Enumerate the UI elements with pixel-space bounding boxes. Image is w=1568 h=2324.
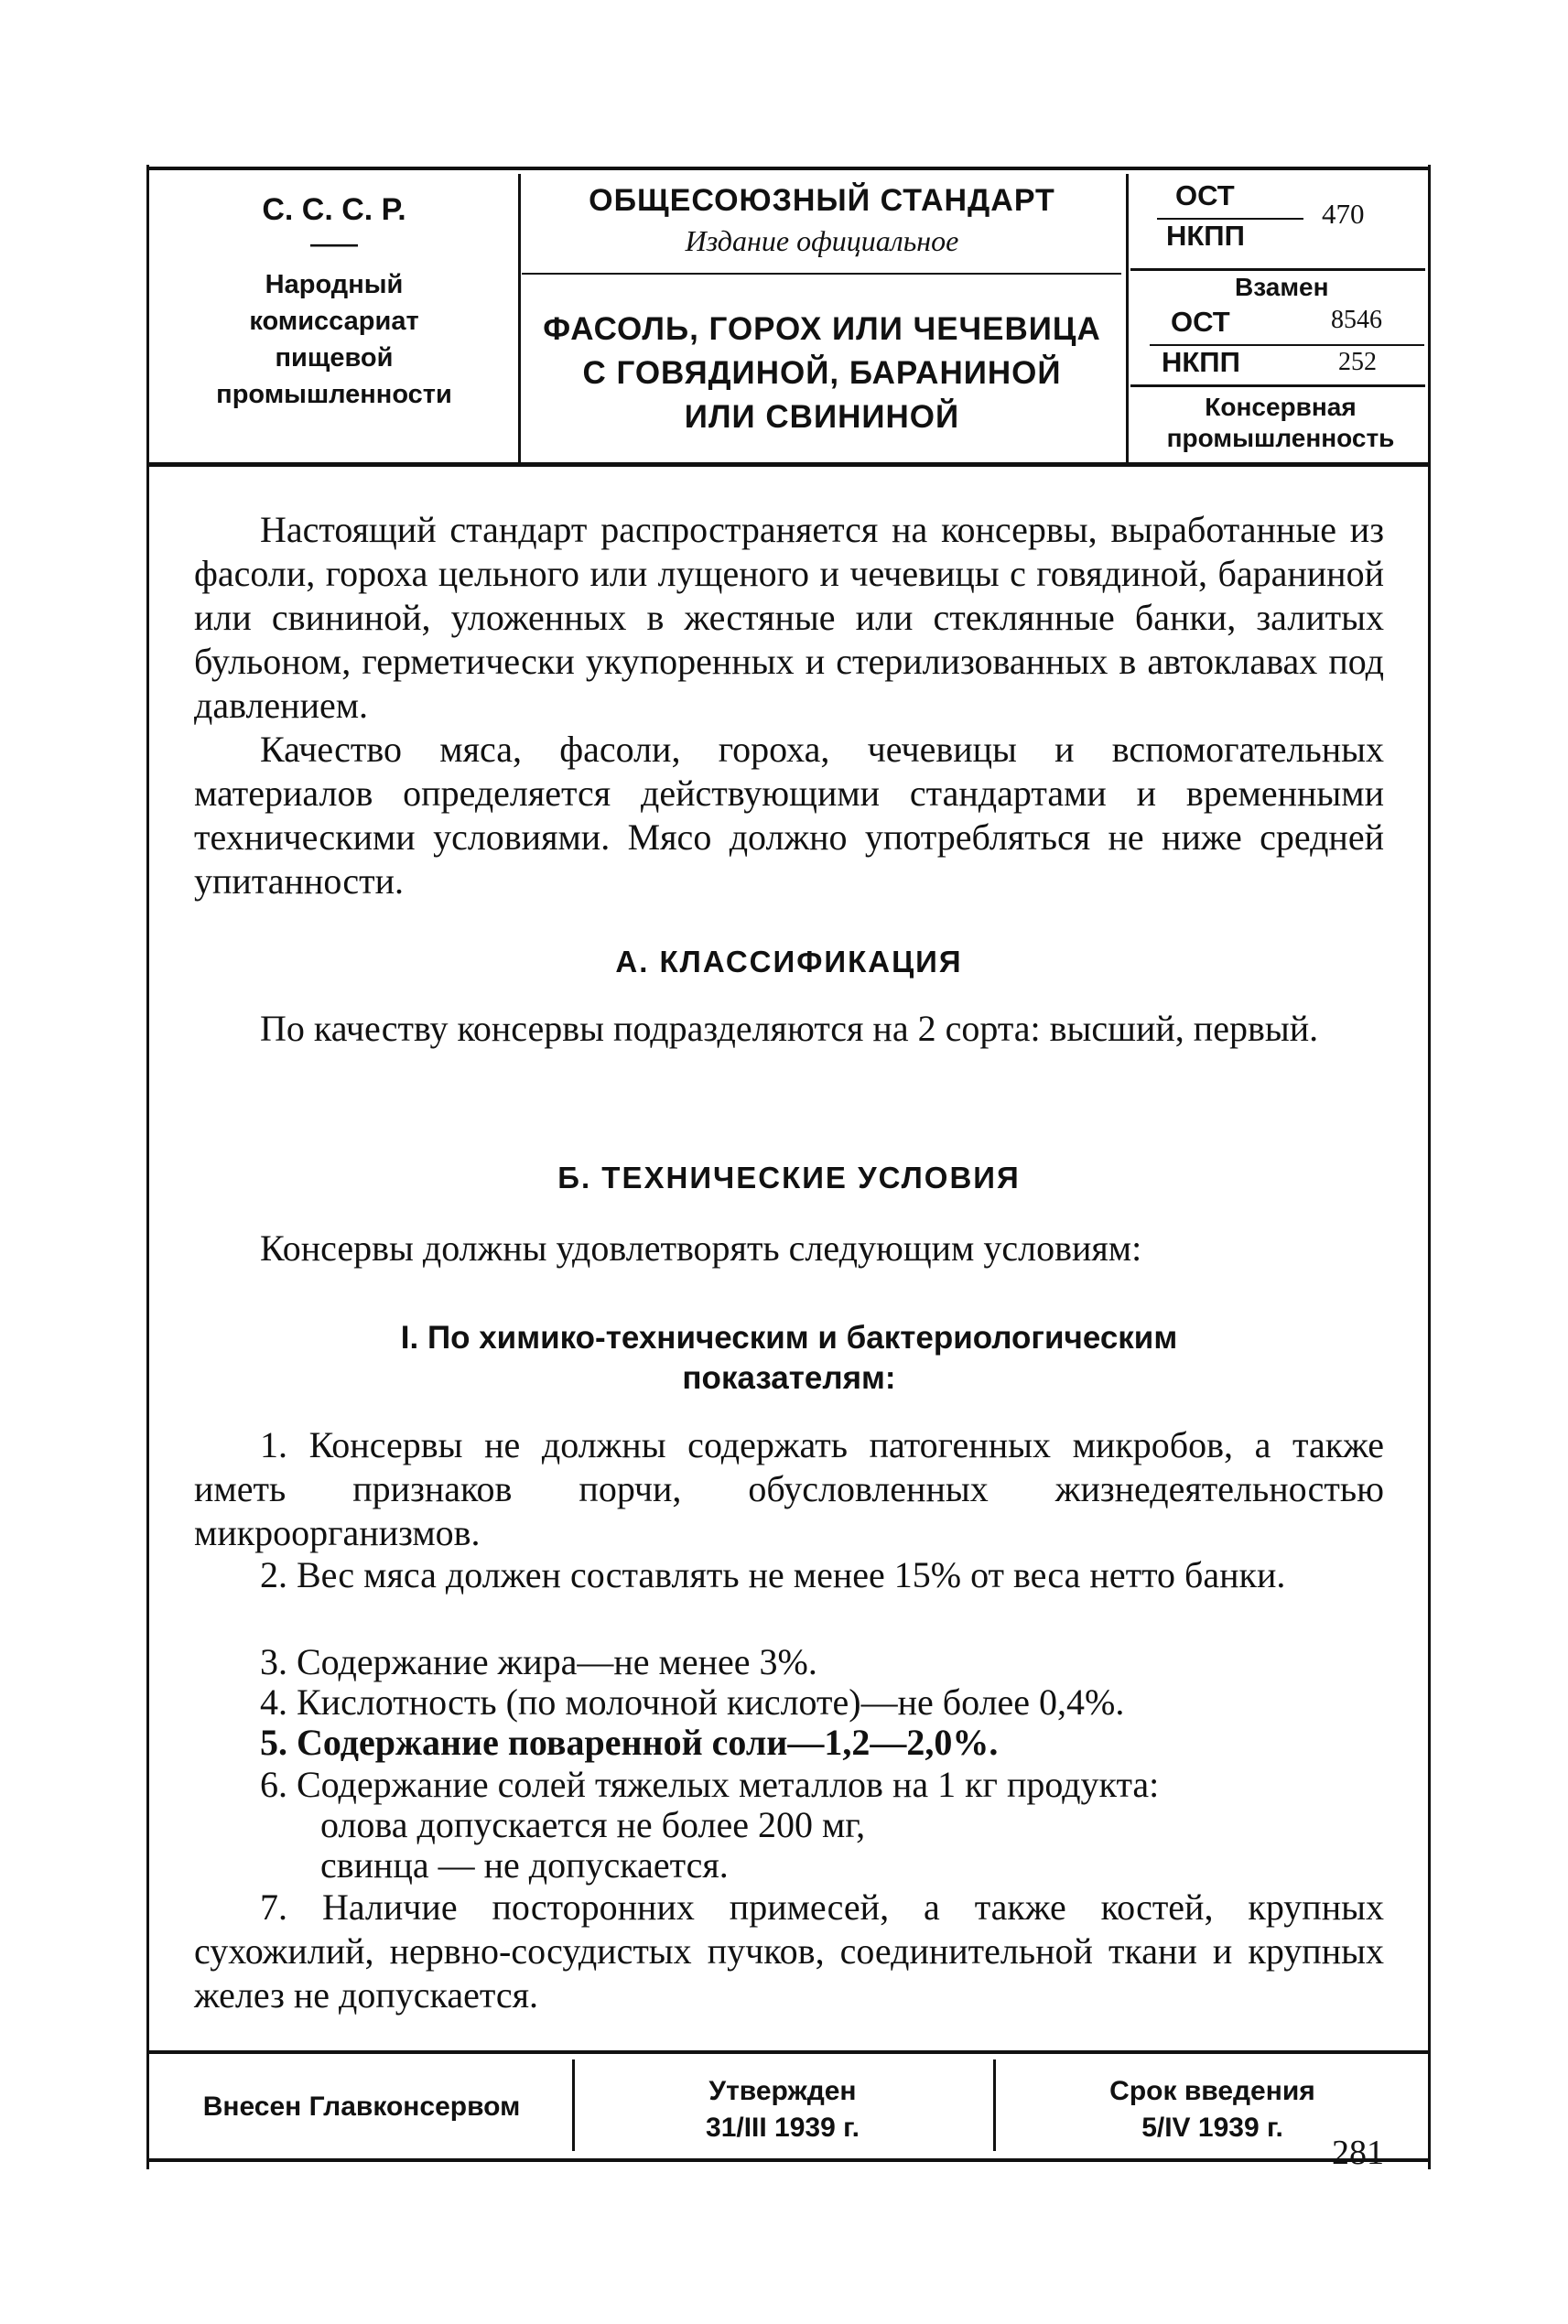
- intro-paragraph-2: Качество мяса, фасоли, гороха, чечевицы и вспомогательных материалов определяется действующими стандартами и временными техническими условиями. Мясо должно употребляться не ниже средней упитанности.: [194, 729, 1384, 902]
- title-line-1: ФАСОЛЬ, ГОРОХ ИЛИ ЧЕЧЕВИЦА: [543, 311, 1101, 347]
- nkpp-old: НКПП: [1162, 346, 1240, 378]
- item-6-line-3: свинца — не допускается.: [320, 1844, 729, 1886]
- ost-top: ОСТ: [1175, 179, 1235, 211]
- edition-label: Издание официальное: [685, 224, 959, 257]
- industry-label: Консервная промышленность: [1166, 393, 1395, 452]
- ost-old: ОСТ: [1171, 306, 1230, 338]
- title-line-2: С ГОВЯДИНОЙ, БАРАНИНОЙ: [582, 355, 1062, 391]
- approved-label: Утвержден: [708, 2076, 857, 2106]
- item-6-line-1: 6. Содержание солей тяжелых металлов на 1 кг продукта:: [260, 1764, 1160, 1805]
- item-6-line-2: олова допускается не более 200 мг,: [320, 1804, 866, 1845]
- org-line-3: пищевой: [275, 343, 394, 373]
- old-number-top: 8546: [1331, 306, 1382, 334]
- effective-date: 5/IV 1939 г.: [1141, 2113, 1283, 2143]
- section-a-heading: А. КЛАССИФИКАЦИЯ: [615, 945, 963, 978]
- title-line-3: ИЛИ СВИНИНОЙ: [684, 399, 960, 435]
- footer-bottom-rule: [146, 2158, 1431, 2162]
- standard-title: [520, 308, 1124, 439]
- header-middle-separator: [522, 273, 1121, 275]
- header-middle-block: [520, 179, 1124, 435]
- organization-name: [188, 266, 481, 413]
- org-line-2: комиссариат: [249, 307, 419, 336]
- effective-label: Срок введения: [1109, 2076, 1315, 2106]
- item-7: 7. Наличие посторонних примесей, а также костей, крупных сухожилий, нервно-сосудистых пучков, соединительной ткани и крупных желез не допускается.: [194, 1886, 1384, 2016]
- header-right-separator-1: [1130, 268, 1425, 271]
- old-number-bottom: 252: [1338, 348, 1377, 376]
- item-3: 3. Содержание жира—не менее 3%.: [260, 1641, 817, 1682]
- subsection-1-line-1: I. По химико-техническим и бактериологическим: [400, 1320, 1178, 1356]
- page-number: 281: [1332, 2134, 1384, 2172]
- header-bottom-rule: [146, 462, 1431, 467]
- header-top-rule: [146, 167, 1431, 170]
- nkpp-top: НКПП: [1166, 220, 1245, 252]
- item-5: 5. Содержание поваренной соли—1,2—2,0%.: [260, 1722, 999, 1763]
- country-dash: ——: [310, 230, 358, 257]
- section-a-text: По качеству консервы подразделяются на 2 сорта: высший, первый.: [260, 1008, 1319, 1049]
- footer-divider-1: [572, 2059, 575, 2151]
- item-1: 1. Консервы не должны содержать патогенных микробов, а также иметь признаков порчи, обусловленных жизнедеятельностью микроорганизмов.: [194, 1424, 1384, 1553]
- org-line-1: Народный: [265, 270, 404, 299]
- item-4: 4. Кислотность (по молочной кислоте)—не более 0,4%.: [260, 1681, 1125, 1723]
- ost-number: 470: [1322, 198, 1365, 230]
- item-2: 2. Вес мяса должен составлять не менее 15% от веса нетто банки.: [260, 1554, 1286, 1595]
- standard-type: ОБЩЕСОЮЗНЫЙ СТАНДАРТ: [589, 183, 1055, 218]
- section-b-heading: Б. ТЕХНИЧЕСКИЕ УСЛОВИЯ: [557, 1161, 1021, 1194]
- approved-date: 31/III 1939 г.: [706, 2113, 860, 2143]
- footer-top-rule: [146, 2050, 1431, 2054]
- country-label: С. С. С. Р.: [262, 192, 406, 227]
- header-right-separator-2: [1130, 384, 1425, 387]
- intro-paragraph-1: Настоящий стандарт распространяется на консервы, выработанные из фасоли, гороха цельного или лущеного и чечевицы с говядиной, бараниной или свининой, уложенных в жестяные или стеклянные банки, залитых бульоном, герметически укупоренных и стерилизованных в автоклавах под давлением.: [194, 509, 1384, 726]
- subsection-1-heading: [194, 1318, 1384, 1399]
- footer-submitted: Внесен Главконсервом: [202, 2092, 521, 2122]
- header-divider-2: [1126, 174, 1129, 462]
- footer-divider-2: [993, 2059, 996, 2151]
- header-left-block: [188, 188, 481, 413]
- replaced-label: Взамен: [1235, 273, 1329, 301]
- section-b-text: Консервы должны удовлетворять следующим условиям:: [260, 1227, 1142, 1269]
- footer-approved: [577, 2073, 989, 2146]
- org-line-4: промышленности: [216, 380, 452, 409]
- subsection-1-line-2: показателям:: [682, 1360, 896, 1396]
